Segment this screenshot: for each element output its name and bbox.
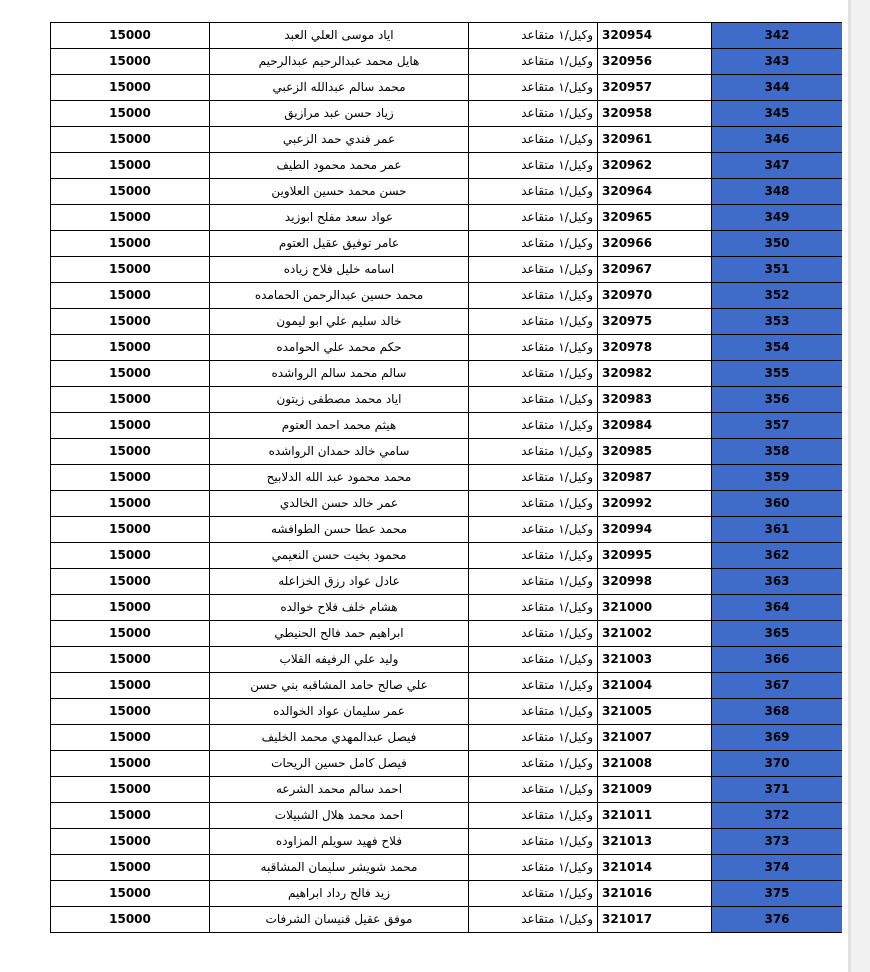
rank-cell: وكيل/١ متقاعد <box>469 205 598 231</box>
rank-cell: وكيل/١ متقاعد <box>469 75 598 101</box>
sequence-cell: 376 <box>712 907 843 933</box>
id-cell: 321002 <box>598 621 712 647</box>
sequence-cell: 359 <box>712 465 843 491</box>
table-row <box>51 647 843 673</box>
amount-cell: 15000 <box>51 101 210 127</box>
sequence-cell: 362 <box>712 543 843 569</box>
sequence-cell: 361 <box>712 517 843 543</box>
rank-cell: وكيل/١ متقاعد <box>469 621 598 647</box>
sequence-cell: 370 <box>712 751 843 777</box>
amount-cell: 15000 <box>51 257 210 283</box>
id-cell: 320957 <box>598 75 712 101</box>
table-row <box>51 855 843 881</box>
rank-cell: وكيل/١ متقاعد <box>469 257 598 283</box>
sequence-cell: 355 <box>712 361 843 387</box>
sequence-cell: 357 <box>712 413 843 439</box>
rank-cell: وكيل/١ متقاعد <box>469 673 598 699</box>
id-cell: 320983 <box>598 387 712 413</box>
id-cell: 320982 <box>598 361 712 387</box>
rank-cell: وكيل/١ متقاعد <box>469 699 598 725</box>
rank-cell: وكيل/١ متقاعد <box>469 777 598 803</box>
amount-cell: 15000 <box>51 127 210 153</box>
id-cell: 321016 <box>598 881 712 907</box>
name-cell: وليد علي الرفيفه القلاب <box>210 647 469 673</box>
rank-cell: وكيل/١ متقاعد <box>469 49 598 75</box>
table-row <box>51 751 843 777</box>
table-row <box>51 309 843 335</box>
id-cell: 320961 <box>598 127 712 153</box>
sequence-cell: 363 <box>712 569 843 595</box>
sequence-cell: 352 <box>712 283 843 309</box>
table-row <box>51 335 843 361</box>
table-row <box>51 803 843 829</box>
rank-cell: وكيل/١ متقاعد <box>469 153 598 179</box>
rank-cell: وكيل/١ متقاعد <box>469 23 598 49</box>
sequence-cell: 343 <box>712 49 843 75</box>
amount-cell: 15000 <box>51 153 210 179</box>
amount-cell: 15000 <box>51 517 210 543</box>
payment-table <box>50 22 842 933</box>
amount-cell: 15000 <box>51 283 210 309</box>
rank-cell: وكيل/١ متقاعد <box>469 595 598 621</box>
sequence-cell: 345 <box>712 101 843 127</box>
name-cell: سامي خالد حمدان الرواشده <box>210 439 469 465</box>
amount-cell: 15000 <box>51 75 210 101</box>
name-cell: هشام خلف فلاح خوالده <box>210 595 469 621</box>
amount-cell: 15000 <box>51 725 210 751</box>
rank-cell: وكيل/١ متقاعد <box>469 725 598 751</box>
name-cell: عامر توفيق عقيل العتوم <box>210 231 469 257</box>
amount-cell: 15000 <box>51 179 210 205</box>
name-cell: اسامه خليل فلاح زياده <box>210 257 469 283</box>
id-cell: 320962 <box>598 153 712 179</box>
id-cell: 320985 <box>598 439 712 465</box>
amount-cell: 15000 <box>51 231 210 257</box>
id-cell: 321007 <box>598 725 712 751</box>
table-row <box>51 569 843 595</box>
sequence-cell: 358 <box>712 439 843 465</box>
sequence-cell: 346 <box>712 127 843 153</box>
amount-cell: 15000 <box>51 777 210 803</box>
sequence-cell: 366 <box>712 647 843 673</box>
rank-cell: وكيل/١ متقاعد <box>469 517 598 543</box>
rank-cell: وكيل/١ متقاعد <box>469 569 598 595</box>
name-cell: احمد محمد هلال الشبيلات <box>210 803 469 829</box>
name-cell: اياد موسى العلي العبد <box>210 23 469 49</box>
sequence-cell: 350 <box>712 231 843 257</box>
table-row <box>51 283 843 309</box>
table-row <box>51 49 843 75</box>
name-cell: محمود بخيت حسن النعيمي <box>210 543 469 569</box>
name-cell: محمد شويشر سليمان المشاقبه <box>210 855 469 881</box>
amount-cell: 15000 <box>51 387 210 413</box>
name-cell: زيد فالح رداد ابراهيم <box>210 881 469 907</box>
id-cell: 321013 <box>598 829 712 855</box>
name-cell: محمد حسين عبدالرحمن الحمامده <box>210 283 469 309</box>
table-row <box>51 465 843 491</box>
id-cell: 320975 <box>598 309 712 335</box>
sequence-cell: 367 <box>712 673 843 699</box>
amount-cell: 15000 <box>51 699 210 725</box>
sequence-cell: 364 <box>712 595 843 621</box>
amount-cell: 15000 <box>51 413 210 439</box>
table-row <box>51 699 843 725</box>
id-cell: 320970 <box>598 283 712 309</box>
amount-cell: 15000 <box>51 803 210 829</box>
table-row <box>51 231 843 257</box>
sequence-cell: 353 <box>712 309 843 335</box>
id-cell: 321009 <box>598 777 712 803</box>
amount-cell: 15000 <box>51 569 210 595</box>
id-cell: 321005 <box>598 699 712 725</box>
amount-cell: 15000 <box>51 829 210 855</box>
sequence-cell: 371 <box>712 777 843 803</box>
id-cell: 321014 <box>598 855 712 881</box>
name-cell: محمد محمود عبد الله الدلابيح <box>210 465 469 491</box>
name-cell: محمد عطا حسن الطوافشه <box>210 517 469 543</box>
id-cell: 321000 <box>598 595 712 621</box>
sequence-cell: 373 <box>712 829 843 855</box>
sequence-cell: 356 <box>712 387 843 413</box>
sequence-cell: 365 <box>712 621 843 647</box>
sequence-cell: 348 <box>712 179 843 205</box>
sequence-cell: 351 <box>712 257 843 283</box>
table-row <box>51 673 843 699</box>
rank-cell: وكيل/١ متقاعد <box>469 855 598 881</box>
table-row <box>51 907 843 933</box>
name-cell: عمر فندي حمد الزعبي <box>210 127 469 153</box>
rank-cell: وكيل/١ متقاعد <box>469 101 598 127</box>
table-row <box>51 387 843 413</box>
name-cell: عمر محمد محمود الطيف <box>210 153 469 179</box>
rank-cell: وكيل/١ متقاعد <box>469 231 598 257</box>
rank-cell: وكيل/١ متقاعد <box>469 751 598 777</box>
amount-cell: 15000 <box>51 309 210 335</box>
sequence-cell: 372 <box>712 803 843 829</box>
sequence-cell: 360 <box>712 491 843 517</box>
id-cell: 321004 <box>598 673 712 699</box>
amount-cell: 15000 <box>51 335 210 361</box>
rank-cell: وكيل/١ متقاعد <box>469 465 598 491</box>
table-row <box>51 543 843 569</box>
name-cell: محمد سالم عبدالله الزعبي <box>210 75 469 101</box>
id-cell: 321008 <box>598 751 712 777</box>
table-row <box>51 101 843 127</box>
sequence-cell: 374 <box>712 855 843 881</box>
amount-cell: 15000 <box>51 881 210 907</box>
table-row <box>51 777 843 803</box>
rank-cell: وكيل/١ متقاعد <box>469 647 598 673</box>
table-row <box>51 413 843 439</box>
amount-cell: 15000 <box>51 543 210 569</box>
rank-cell: وكيل/١ متقاعد <box>469 309 598 335</box>
rank-cell: وكيل/١ متقاعد <box>469 907 598 933</box>
rank-cell: وكيل/١ متقاعد <box>469 543 598 569</box>
table-row <box>51 881 843 907</box>
table-row <box>51 621 843 647</box>
name-cell: عادل عواد رزق الخزاعله <box>210 569 469 595</box>
rank-cell: وكيل/١ متقاعد <box>469 361 598 387</box>
amount-cell: 15000 <box>51 621 210 647</box>
name-cell: خالد سليم علي ابو ليمون <box>210 309 469 335</box>
table-row <box>51 439 843 465</box>
rank-cell: وكيل/١ متقاعد <box>469 803 598 829</box>
rank-cell: وكيل/١ متقاعد <box>469 413 598 439</box>
rank-cell: وكيل/١ متقاعد <box>469 439 598 465</box>
sequence-cell: 344 <box>712 75 843 101</box>
amount-cell: 15000 <box>51 595 210 621</box>
name-cell: فيصل كامل حسين الريحات <box>210 751 469 777</box>
table-row <box>51 257 843 283</box>
name-cell: عواد سعد مفلح ابوزيد <box>210 205 469 231</box>
table-row <box>51 153 843 179</box>
amount-cell: 15000 <box>51 491 210 517</box>
name-cell: ابراهيم حمد فالح الحنيطي <box>210 621 469 647</box>
amount-cell: 15000 <box>51 855 210 881</box>
id-cell: 320978 <box>598 335 712 361</box>
id-cell: 321003 <box>598 647 712 673</box>
table-row <box>51 75 843 101</box>
sequence-cell: 354 <box>712 335 843 361</box>
amount-cell: 15000 <box>51 49 210 75</box>
rank-cell: وكيل/١ متقاعد <box>469 283 598 309</box>
table-row <box>51 491 843 517</box>
table-body <box>51 23 843 933</box>
amount-cell: 15000 <box>51 205 210 231</box>
sequence-cell: 342 <box>712 23 843 49</box>
id-cell: 320965 <box>598 205 712 231</box>
rank-cell: وكيل/١ متقاعد <box>469 829 598 855</box>
table-row <box>51 205 843 231</box>
id-cell: 320994 <box>598 517 712 543</box>
id-cell: 321017 <box>598 907 712 933</box>
id-cell: 320956 <box>598 49 712 75</box>
id-cell: 320967 <box>598 257 712 283</box>
rank-cell: وكيل/١ متقاعد <box>469 127 598 153</box>
name-cell: سالم محمد سالم الرواشده <box>210 361 469 387</box>
rank-cell: وكيل/١ متقاعد <box>469 881 598 907</box>
amount-cell: 15000 <box>51 647 210 673</box>
name-cell: علي صالح حامد المشاقبه بني حسن <box>210 673 469 699</box>
sequence-cell: 347 <box>712 153 843 179</box>
amount-cell: 15000 <box>51 439 210 465</box>
name-cell: هايل محمد عبدالرحيم عبدالرحيم <box>210 49 469 75</box>
name-cell: اياد محمد مصطفى زيتون <box>210 387 469 413</box>
sequence-cell: 369 <box>712 725 843 751</box>
id-cell: 320958 <box>598 101 712 127</box>
table-row <box>51 725 843 751</box>
sequence-cell: 349 <box>712 205 843 231</box>
amount-cell: 15000 <box>51 23 210 49</box>
id-cell: 320998 <box>598 569 712 595</box>
table-row <box>51 517 843 543</box>
name-cell: عمر خالد حسن الخالدي <box>210 491 469 517</box>
table-row <box>51 829 843 855</box>
id-cell: 320992 <box>598 491 712 517</box>
table-row <box>51 23 843 49</box>
name-cell: فيصل عبدالمهدي محمد الخليف <box>210 725 469 751</box>
id-cell: 321011 <box>598 803 712 829</box>
table-row <box>51 179 843 205</box>
table-row <box>51 361 843 387</box>
id-cell: 320966 <box>598 231 712 257</box>
amount-cell: 15000 <box>51 361 210 387</box>
name-cell: موفق عقيل قنيسان الشرفات <box>210 907 469 933</box>
id-cell: 320964 <box>598 179 712 205</box>
id-cell: 320984 <box>598 413 712 439</box>
rank-cell: وكيل/١ متقاعد <box>469 387 598 413</box>
id-cell: 320954 <box>598 23 712 49</box>
rank-cell: وكيل/١ متقاعد <box>469 335 598 361</box>
name-cell: فلاح فهيد سويلم المزاوده <box>210 829 469 855</box>
name-cell: هيثم محمد احمد العتوم <box>210 413 469 439</box>
amount-cell: 15000 <box>51 907 210 933</box>
id-cell: 320987 <box>598 465 712 491</box>
sequence-cell: 368 <box>712 699 843 725</box>
amount-cell: 15000 <box>51 751 210 777</box>
name-cell: عمر سليمان عواد الخوالده <box>210 699 469 725</box>
name-cell: حسن محمد حسين العلاوين <box>210 179 469 205</box>
id-cell: 320995 <box>598 543 712 569</box>
amount-cell: 15000 <box>51 673 210 699</box>
table-row <box>51 127 843 153</box>
name-cell: حكم محمد علي الحوامده <box>210 335 469 361</box>
rank-cell: وكيل/١ متقاعد <box>469 491 598 517</box>
sequence-cell: 375 <box>712 881 843 907</box>
amount-cell: 15000 <box>51 465 210 491</box>
name-cell: احمد سالم محمد الشرعه <box>210 777 469 803</box>
rank-cell: وكيل/١ متقاعد <box>469 179 598 205</box>
name-cell: زياد حسن عبد مرازيق <box>210 101 469 127</box>
table-row <box>51 595 843 621</box>
page-edge <box>848 0 851 972</box>
